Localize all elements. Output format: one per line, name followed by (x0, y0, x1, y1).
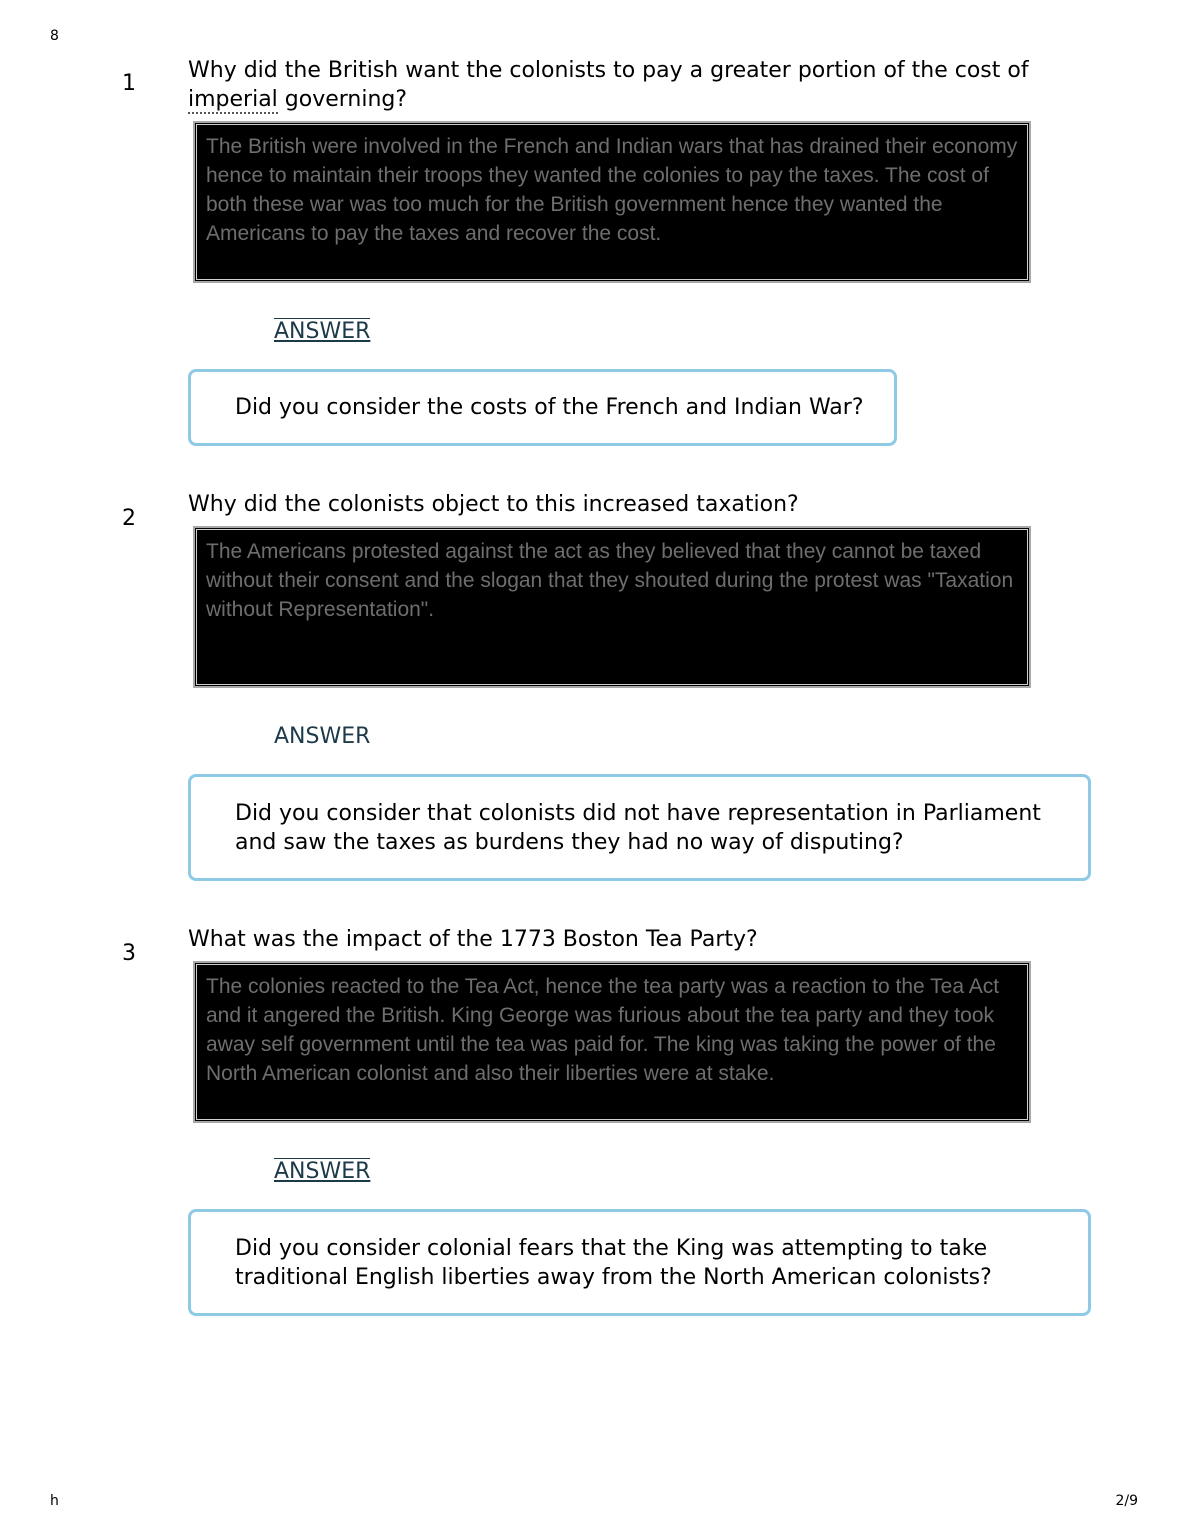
answer-feedback-text: Did you consider that colonists did not have representation in Parliament and saw the taxes as burdens they had no way of disputing? (235, 800, 1041, 855)
answer-feedback-box (188, 1209, 1091, 1316)
question-text-part: governing? (277, 87, 408, 112)
answer-feedback-text: Did you consider the costs of the French and Indian War? (235, 395, 864, 420)
question-number: 3 (122, 941, 136, 966)
glossary-term-link[interactable]: imperial (188, 87, 278, 112)
page-header-fragment: 8 (50, 28, 59, 44)
page-footer-fragment: h (50, 1493, 59, 1509)
response-textarea[interactable]: The colonies reacted to the Tea Act, hence the tea party was a reaction to the Tea Act and it angered the British. King George was furious about the tea party and they took away self government until the tea was paid for. The king was taking the power of the North American colonist and also their liberties were at stake. (193, 961, 1031, 1123)
response-textarea[interactable]: The Americans protested against the act as they believed that they cannot be taxed without their consent and the slogan that they shouted during the protest was "Taxation without Representation". (193, 526, 1031, 688)
answer-feedback-box (188, 774, 1091, 881)
question-number: 1 (122, 71, 136, 96)
answer-feedback-box (188, 369, 897, 446)
page-number: 2/9 (1115, 1493, 1138, 1509)
answer-toggle-link[interactable]: ANSWER (274, 1159, 371, 1184)
answer-feedback-text: Did you consider colonial fears that the King was attempting to take traditional English liberties away from the North American colonists? (235, 1235, 992, 1290)
answer-toggle-link[interactable]: ANSWER (274, 724, 371, 749)
question-number: 2 (122, 506, 136, 531)
question-text-part: Why did the British want the colonists to pay a greater portion of the cost of (188, 58, 1029, 83)
answer-toggle-link[interactable]: ANSWER (274, 319, 371, 344)
question-text (188, 56, 1088, 114)
question-text: What was the impact of the 1773 Boston Tea Party? (188, 927, 758, 952)
response-textarea[interactable]: The British were involved in the French and Indian wars that has drained their economy hence to maintain their troops they wanted the colonies to pay the taxes. The cost of both these war was too much for the British government hence they wanted the Americans to pay the taxes and recover the cost. (193, 121, 1031, 283)
question-text: Why did the colonists object to this increased taxation? (188, 492, 799, 517)
